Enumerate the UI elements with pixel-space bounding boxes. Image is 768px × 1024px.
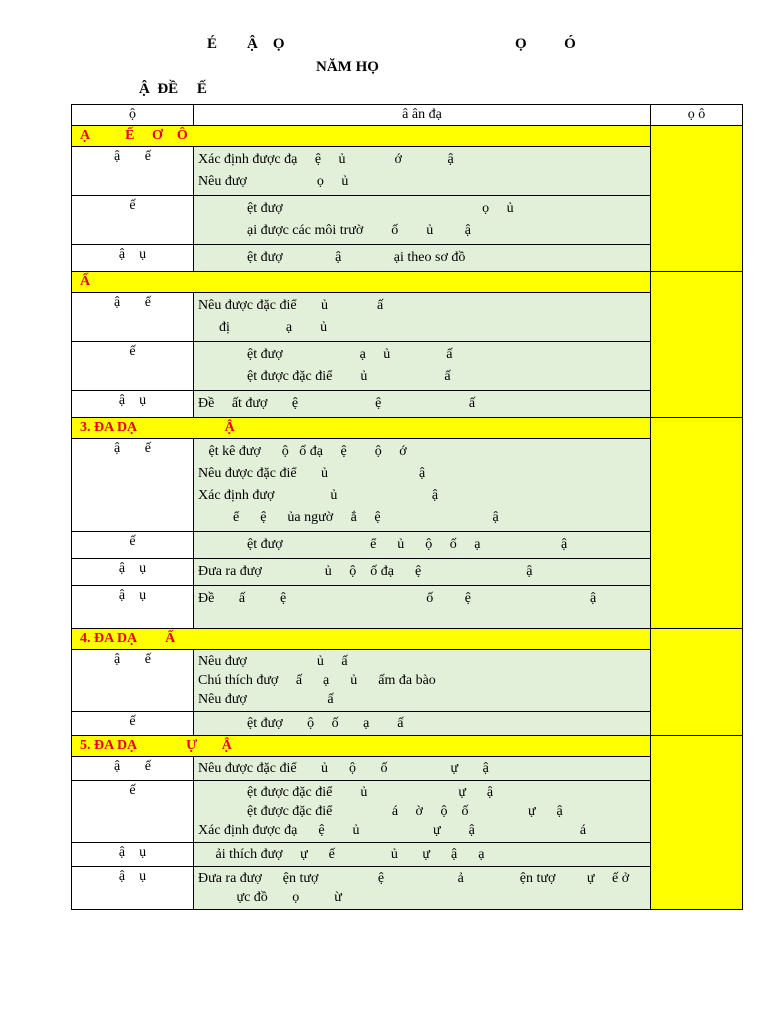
section-count-cell	[651, 736, 743, 910]
description-cell	[194, 293, 651, 342]
level-cell: ậ ế	[72, 757, 194, 781]
description-cell	[194, 843, 651, 867]
header-description: â ân đạ	[194, 105, 651, 126]
section-title: 3. ĐA DẠ Ậ	[72, 418, 651, 439]
description-line: Xác định được đạ ệ ủ ự ậ á	[198, 823, 587, 838]
level-cell: ế	[72, 712, 194, 736]
level-cell: ậ ụ	[72, 245, 194, 272]
description-line: Đưa ra đượ ện tượ ệ ả ện tượ ự ế ở	[198, 871, 630, 886]
description-line: Chú thích đượ ấ ạ ủ ấm đa bào	[198, 673, 436, 688]
table-row	[72, 867, 743, 910]
section-count-cell	[651, 418, 743, 629]
doc-title-left: É Ậ Ọ	[207, 36, 285, 52]
description-line: Nêu đượ ấ	[198, 692, 334, 707]
description-cell	[194, 391, 651, 418]
description-line: ệt được đặc điể ủ ự ậ	[198, 785, 494, 800]
section-title-row	[72, 736, 743, 757]
description-line: Xác định được đạ ệ ủ ớ ậ	[198, 152, 454, 167]
table-row	[72, 757, 743, 781]
level-cell: ậ ụ	[72, 391, 194, 418]
section-title-row	[72, 272, 743, 293]
level-cell: ậ ụ	[72, 867, 194, 910]
matrix-table	[71, 104, 743, 910]
description-cell	[194, 342, 651, 391]
description-line: Đề ất đượ ệ ệ ấ	[198, 396, 476, 411]
table-row	[72, 196, 743, 245]
table-row	[72, 559, 743, 586]
level-cell: ế	[72, 532, 194, 559]
description-line: ệt được đặc điể ủ ấ	[198, 369, 451, 384]
description-line: ực đồ ọ ừ	[198, 890, 342, 905]
doc-heading: Ậ ĐỀ Ế	[139, 81, 207, 97]
section-title: 4. ĐA DẠ Ấ	[72, 629, 651, 650]
description-line: Nêu được đặc điể ủ ậ	[198, 466, 426, 481]
description-line: Nêu được đặc điể ủ ấ	[198, 298, 384, 313]
level-cell: ậ ế	[72, 147, 194, 196]
table-row	[72, 147, 743, 196]
table-row	[72, 391, 743, 418]
description-line: Nêu được đặc điể ủ ộ ố ự ậ	[198, 761, 489, 776]
description-cell	[194, 559, 651, 586]
level-cell: ế	[72, 781, 194, 843]
description-line: Nêu đượ ủ ấ	[198, 654, 348, 669]
table-row	[72, 293, 743, 342]
level-cell: ế	[72, 196, 194, 245]
description-cell	[194, 757, 651, 781]
doc-subtitle: NĂM HỌ	[316, 59, 379, 75]
section-title: 5. ĐA DẠ Ự Ậ	[72, 736, 651, 757]
description-line: ệt đượ ạ ủ ấ	[198, 347, 453, 362]
section-count-cell	[651, 629, 743, 736]
description-cell	[194, 650, 651, 712]
description-cell	[194, 245, 651, 272]
section-title-row	[72, 629, 743, 650]
section-title-row	[72, 418, 743, 439]
table-row	[72, 781, 743, 843]
description-line: ệt đượ ể ủ ộ ố ạ ậ	[198, 537, 568, 552]
description-line: ệt đượ ọ ủ	[198, 201, 514, 216]
level-cell: ậ ụ	[72, 559, 194, 586]
description-cell	[194, 147, 651, 196]
table-row	[72, 245, 743, 272]
section-title: Ấ	[72, 272, 651, 293]
level-cell: ậ ế	[72, 439, 194, 532]
description-cell	[194, 781, 651, 843]
description-line: ệt kê đượ ộ ố đạ ệ ộ ớ	[198, 444, 407, 459]
description-cell	[194, 712, 651, 736]
description-cell	[194, 439, 651, 532]
table-row	[72, 532, 743, 559]
description-line: ể ệ ủa ngườ ắ ệ ậ	[198, 510, 499, 525]
section-count-cell	[651, 126, 743, 272]
description-cell	[194, 586, 651, 629]
table-row	[72, 342, 743, 391]
level-cell: ế	[72, 342, 194, 391]
description-cell	[194, 196, 651, 245]
section-title-row	[72, 126, 743, 147]
section-count-cell	[651, 272, 743, 418]
description-cell	[194, 532, 651, 559]
table-row	[72, 586, 743, 629]
description-line: ải thích đượ ự ế ủ ự ậ ạ	[198, 847, 485, 862]
level-cell: ậ ụ	[72, 843, 194, 867]
table-row	[72, 650, 743, 712]
section-title: Ạ Ế Ơ Ô	[72, 126, 651, 147]
table-row	[72, 439, 743, 532]
description-line: ệt đượ ậ ại theo sơ đồ	[198, 250, 466, 265]
description-line: Đề ấ ệ ố ệ ậ	[198, 591, 597, 606]
level-cell: ậ ế	[72, 650, 194, 712]
description-line: ệt đượ ộ ố ạ ấ	[198, 716, 404, 731]
level-cell: ậ ụ	[72, 586, 194, 629]
header-level: ộ	[72, 105, 194, 126]
description-line: ại được các môi trườ ố ủ ậ	[198, 223, 471, 238]
description-line: Nêu đượ ọ ủ	[198, 174, 349, 189]
table-row	[72, 712, 743, 736]
description-line: đị ạ ủ	[198, 320, 328, 335]
doc-title-right: Ọ Ó	[515, 36, 576, 52]
description-line: Đưa ra đượ ủ ộ ố đạ ệ ậ	[198, 564, 533, 579]
description-line: Xác định đượ ủ ậ	[198, 488, 439, 503]
description-line: ệt được đặc điể á ờ ộ ố ự ậ	[198, 804, 563, 819]
description-cell	[194, 867, 651, 910]
table-header-row	[72, 105, 743, 126]
header-count: ọ ô	[651, 105, 743, 126]
table-row	[72, 843, 743, 867]
level-cell: ậ ế	[72, 293, 194, 342]
